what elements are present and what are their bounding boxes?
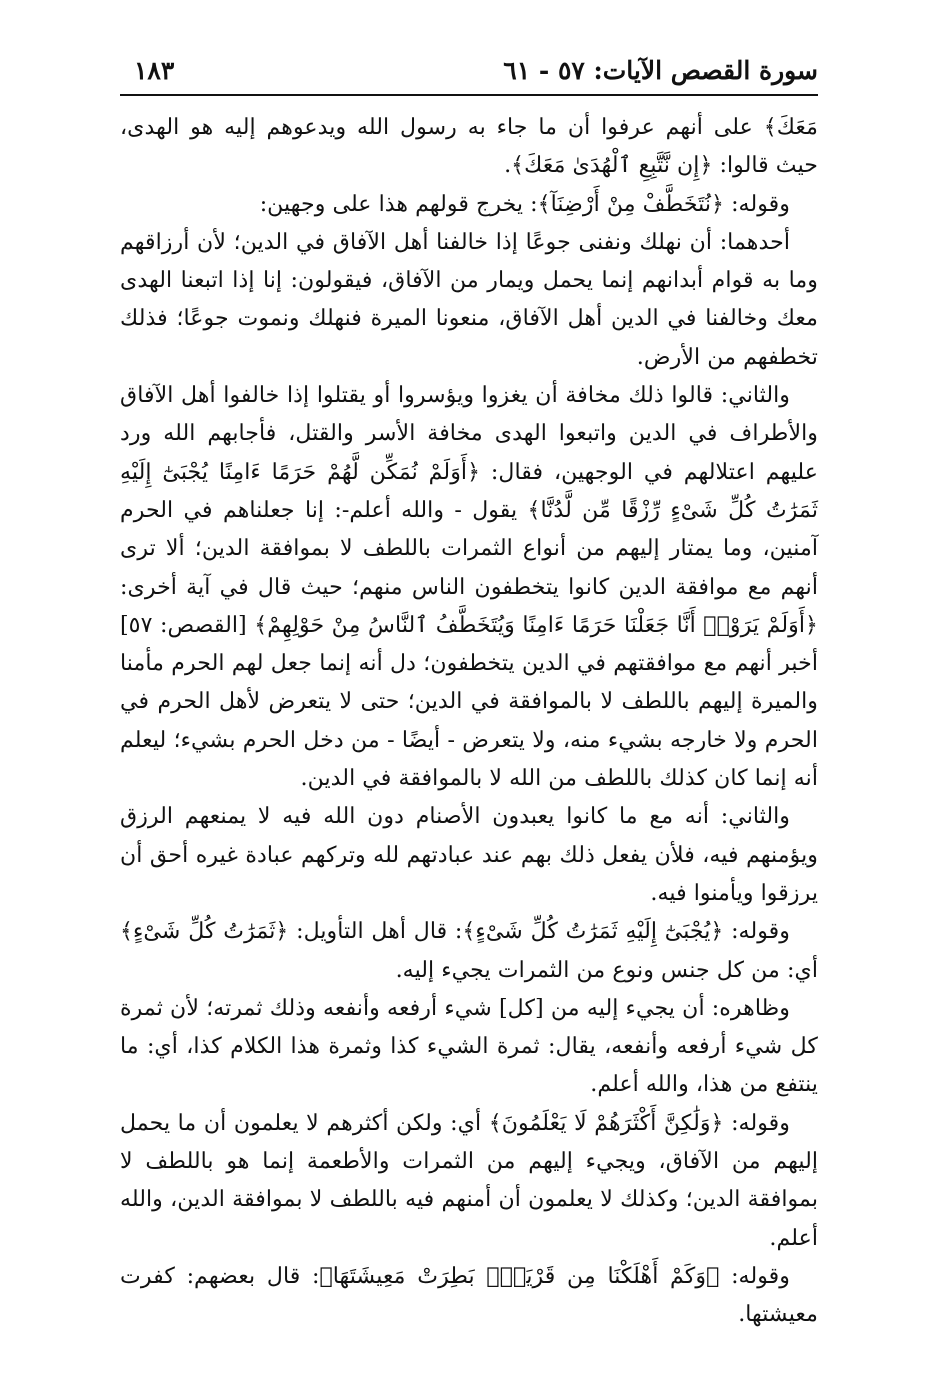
paragraph-2: وقوله: ﴿نُتَخَطَّفْ مِنْ أَرْضِنَآ﴾: يخرج قولهم هذا على وجهين: — [259, 190, 790, 217]
paragraph-1: مَعَكَ﴾ على أنهم عرفوا أن ما جاء به رسول الله ويدعوهم إليه هو الهدى، حيث قالوا: ﴿إِن نَّتَّبِعِ ٱلْهُدَىٰ مَعَكَ﴾. — [120, 114, 818, 179]
paragraph-7: وظاهره: أن يجيء إليه من [كل] شيء أرفعه وأنفعه وذلك ثمرته؛ لأن ثمرة كل شيء أرفعه وأنفعه، يقال: ثمرة الشيء كذا وثمرة هذا الكلام كذا، أي: ما ينتفع من هذا، والله أعلم. — [120, 994, 818, 1098]
paragraph-8: وقوله: ﴿وَلَٰكِنَّ أَكْثَرَهُمْ لَا يَعْلَمُونَ﴾ أي: ولكن أكثرهم لا يعلمون أن ما يحمل إليهم من الآفاق، ويجيء إليهم من الثمرات والأطعمة إنما هو باللطف لا بموافقة الدين؛ وكذلك لا يعلمون أن أمنهم فيه باللطف لا بموافقة الدين، والله أعلم. — [120, 1109, 818, 1251]
body-text — [120, 108, 818, 1334]
paragraph-9: وقوله: ﴿وَكَمْ أَهْلَكْنَا مِن قَرْيَةٍۭ بَطِرَتْ مَعِيشَتَهَا﴾: قال بعضهم: كفرت معيشتها. — [120, 1262, 818, 1328]
paragraph-4: والثاني: قالوا ذلك مخافة أن يغزوا ويؤسروا أو يقتلوا إذا خالفوا أهل الآفاق والأطراف في الدين واتبعوا الهدى مخافة الأسر والقتل، فأجابهم الله ورد عليهم اعتلالهم في الوجهين، فقال: ﴿أَوَلَمْ نُمَكِّن لَّهُمْ حَرَمًا ءَامِنًا يُجْبَىٰٓ إِلَيْهِ ثَمَرَٰتُ كُلِّ شَىْءٍ رِّزْقًا مِّن لَّدُنَّا﴾ يقول - والله أعلم-: إنا جعلناهم في الحرم آمنين، وما يمتار إليهم من أنواع الثمرات باللطف لا بموافقة الدين؛ ألا ترى أنهم مع موافقة الدين كانوا يتخطفون الناس منهم؛ حيث قال في آية أخرى: ﴿أَوَلَمْ يَرَوْا۟ أَنَّا جَعَلْنَا حَرَمًا ءَامِنًا وَيُتَخَطَّفُ ٱلنَّاسُ مِنْ حَوْلِهِمْ﴾ [القصص: ٥٧] أخبر أنهم مع موافقتهم في الدين يتخطفون؛ دل أنه إنما جعل لهم الحرم مأمنا والميرة إليهم باللطف لا بالموافقة في الدين؛ حتى لا يتعرض لأهل الحرم في الحرم ولا خارجه بشيء منه، ولا يتعرض - أيضًا - من دخل الحرم بشيء؛ ليعلم أنه إنما كان كذلك باللطف من الله لا بالموافقة في الدين. — [120, 382, 818, 792]
surah-title: سورة القصص الآيات: ٥٧ - ٦١ — [503, 56, 818, 85]
paragraph-3: أحدهما: أن نهلك ونفنى جوعًا إذا خالفنا أهل الآفاق في الدين؛ لأن أرزاقهم وما به قوام أبدانهم إنما يحمل ويمار من الآفاق، فيقولون: إنا إذا اتبعنا الهدى معك وخالفنا في الدين أهل الآفاق، منعونا الميرة فنهلك ونموت جوعًا؛ فذلك تخطفهم من الأرض. — [120, 228, 818, 370]
running-head — [120, 54, 818, 98]
paragraph-6: وقوله: ﴿يُجْبَىٰٓ إِلَيْهِ ثَمَرَٰتُ كُلِّ شَىْءٍ﴾: قال أهل التأويل: ﴿ثَمَرَٰتُ كُلِّ شَىْءٍ﴾ أي: من كل جنس ونوع من الثمرات يجيء إليه. — [120, 918, 818, 983]
paragraph-5: والثاني: أنه مع ما كانوا يعبدون الأصنام دون الله فيه لا يمنعهم الرزق ويؤمنهم فيه، فلأن يفعل ذلك بهم عند عبادتهم لله وتركهم عبادة غيره أحق أن يرزقوا ويأمنوا فيه. — [120, 803, 818, 906]
header-rule — [120, 94, 818, 96]
page-number: ١٨٣ — [134, 56, 175, 85]
